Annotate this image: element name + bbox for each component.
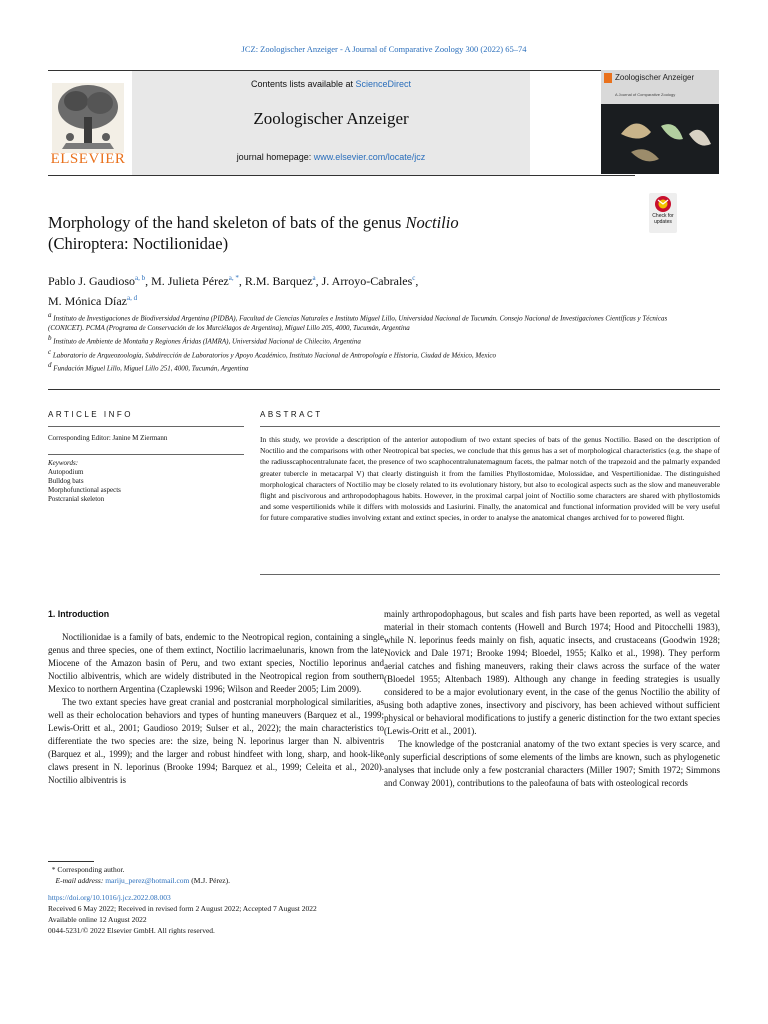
- info-rule: [48, 426, 244, 427]
- cover-subtitle: A Journal of Comparative Zoology: [615, 92, 676, 97]
- author[interactable]: Pablo J. Gaudioso$^{a, b}$,: [48, 274, 152, 288]
- section-heading: 1. Introduction: [48, 609, 110, 619]
- abstract-rule: [260, 426, 720, 427]
- keywords-block: [48, 459, 244, 504]
- elsevier-wordmark: ELSEVIER: [50, 151, 126, 167]
- journal-cover[interactable]: [601, 70, 719, 174]
- affiliations: [48, 310, 678, 373]
- info-rule: [48, 454, 244, 455]
- affiliation: $^b$ Instituto de Ambiente de Montaña y Regiones Áridas (IAMRA), Universidad Nacional de Chilecito, Argentina: [48, 334, 361, 346]
- affiliation: $^c$ Laboratorio de Arqueozoología, Subdirección de Laboratorios y Apoyo Académico, Instituto Nacional de Antropología e Historia, Ciudad de México, Mexico: [48, 347, 497, 359]
- keyword: Autopodium: [48, 468, 84, 476]
- copyright: 0044-5231/© 2022 Elsevier GmbH. All rights reserved.: [48, 926, 215, 935]
- keyword: Morphofunctional aspects: [48, 486, 121, 494]
- sciencedirect-link[interactable]: ScienceDirect: [355, 79, 412, 89]
- keywords-label: Keywords:: [48, 459, 79, 467]
- available-online: Available online 12 August 2022: [48, 915, 147, 924]
- paragraph: mainly arthropodophagous, but scales and fish parts have been reported, as well as vegetal material in their stomach contents (Howell and Burch 1974; Hood and Pitocchelli 1983), while N. leporinus feeds mainly on fish, aquatic insects, and crustaceans (Goodwin 1928; Novick and Dale 1971; Brooke 1994; Bloedel, 1955; Kalko et al., 1998). They perform aerial catches and fishing maneuvers, raking their claws across the surface of the water (Bloedel 1955; Altenbach 1989). Although any change in feeding strategies is usually considered to be a major evolutionary event, in the case of the genus Noctilio the ability of using both adaptive zones, insectivory and piscivory, has been achieved without sufficient physical or behavioral modifications to justify a generic distinction for the two extant species (Lewis-Oritt et al., 2001).: [384, 609, 720, 736]
- keyword: Bulldog bats: [48, 477, 84, 485]
- title-genus: Noctilio: [405, 213, 459, 232]
- author[interactable]: M. Mónica Díaz$^{a, d}$: [48, 294, 138, 308]
- journal-name: Zoologischer Anzeiger: [253, 109, 409, 128]
- affiliation: $^d$ Fundación Miguel Lillo, Miguel Lillo 251, 4000, Tucumán, Argentina: [48, 360, 249, 373]
- divider: [48, 389, 720, 390]
- masthead: [48, 70, 635, 176]
- doi-link[interactable]: https://doi.org/10.1016/j.jcz.2022.08.003: [48, 893, 171, 902]
- check-for-updates-label: Check for updates: [652, 213, 674, 225]
- keyword: Postcranial skeleton: [48, 495, 105, 503]
- paragraph: Noctilionidae is a family of bats, endemic to the Neotropical region, containing a single genus and three species, one of them extinct, Noctilio lacrimaelunaris, known from the late Miocene of the Amazon basin of Peru, and two extant species, Noctilio leporinus and Noctilio albiventris, which are widely distributed in the Neotropical region from southern Mexico to northern Argentina (Czaplewski 1996; Wilson and Reeder 2005; Lim 2009).: [48, 632, 384, 694]
- cover-title: Zoologischer Anzeiger: [615, 73, 695, 82]
- abstract-text: In this study, we provide a description of the anterior autopodium of two extant species of bats of the genus Noctilio. Based on the description of Noctilio and the comparisons with other Neotropical bat species, we conclude that this genus has a set of morphological characteristics (e.g. the shape of the radiusscaphocentralunate facet, the presence of two scaphocentralunatemagnum facets, the palmar notch of the trapezoid and the palmarly expanded greater tubercle in metacarpal V) that clearly distinguish it from the families Phyllostomidae, Molossidae, and Vespertilionidae. The distinguished morphological characters of Noctilio may be closely related to its evolutionary history, but also to ecological aspects such as the slow and maneuverable flight and piscivorous and arthropodophagous habits. However, in the proximal carpal joint of Noctilio some characters are shared with phyllostomids and some vespertilionids while it differs with molossids and Lasiurini. Finally, the anatomical and functional information provided will be very useful for future comparative studies involving extant and extinct species, in order to analyse the anatomical changes archived for to powered flight.: [260, 435, 720, 523]
- title-subtitle: (Chiroptera: Noctilionidae): [48, 234, 229, 253]
- email-link[interactable]: mariju_perez@hotmail.com: [105, 876, 190, 885]
- abstract-bottom-rule: [260, 574, 720, 575]
- journal-citation[interactable]: JCZ: Zoologischer Anzeiger - A Journal of Comparative Zoology 300 (2022) 65–74: [241, 44, 527, 54]
- author[interactable]: M. Julieta Pérez$^{a, *}$,: [151, 274, 245, 288]
- paragraph: The knowledge of the postcranial anatomy of the two extant species is very scarce, and only superficial descriptions of some elements of the limbs are known, such as phylogenetic analyses that include only a few postcranial characters (Miller 1907; Smith 1972; Simmons and Conway 2001), contributions to the paleofauna of bats with osteological records: [384, 739, 720, 788]
- footnote-rule: [48, 861, 94, 862]
- homepage-prefix: journal homepage:: [236, 152, 314, 162]
- homepage-line: [132, 152, 530, 162]
- masthead-center: [132, 71, 530, 175]
- corresponding-editor: Corresponding Editor: Janine M Ziermann: [48, 434, 168, 442]
- homepage-link[interactable]: www.elsevier.com/locate/jcz: [313, 152, 426, 162]
- article-info-heading: ARTICLE INFO: [48, 410, 133, 419]
- right-column: [384, 608, 720, 790]
- email-note: E-mail address: mariju_perez@hotmail.com (M.J. Pérez).: [55, 876, 231, 885]
- left-column: [48, 608, 384, 787]
- article-title: [48, 212, 608, 254]
- author[interactable]: R.M. Barquez$^a$,: [244, 274, 322, 288]
- received-dates: Received 6 May 2022; Received in revised form 2 August 2022; Accepted 7 August 2022: [48, 904, 317, 913]
- cover-image: [601, 104, 719, 174]
- doi-line: [48, 892, 448, 903]
- title-main: Morphology of the hand skeleton of bats of the genus: [48, 213, 406, 232]
- author[interactable]: J. Arroyo-Cabrales$^c$,: [321, 274, 419, 288]
- footnotes: [48, 864, 448, 936]
- corresponding-note: * Corresponding author.: [48, 865, 125, 874]
- contents-line: [132, 79, 530, 89]
- affiliation: $^a$ Instituto de Investigaciones de Biodiversidad Argentina (PIDBA), Facultad de Ciencias Naturales e Instituto Miguel Lillo, Universidad Nacional de Tucumán. Consejo Nacional de Investigaciones Científicas y Técnicas (CONICET). PCMA (Programa de Conservación de los Murciélagos de Argentina), Miguel Lillo 205, 4000, Tucumán, Argentina: [48, 311, 668, 333]
- contents-prefix: Contents lists available at: [250, 79, 356, 89]
- author-list: [48, 270, 668, 310]
- abstract-heading: ABSTRACT: [260, 410, 323, 419]
- cover-logo-mark: [604, 73, 612, 83]
- paragraph: The two extant species have great cranial and postcranial morphological similarities, as well as their echolocation behaviors and types of hunting maneuvers (Barquez et al., 1999; Lewis-Oritt et al., 2001; Gaudioso 2019; Sulser et al., 2022); the main characteristics to differentiate the two species are: the size, being N. leporinus larger than N. albiventris (Barquez et al., 1999); and the larger and robust hindfeet with long, sharp, and hook-like claws present in N. leporinus (Brooke 1994; Barquez et al., 1999; Celeita et al., 2020). Noctilio albiventris is: [48, 697, 384, 785]
